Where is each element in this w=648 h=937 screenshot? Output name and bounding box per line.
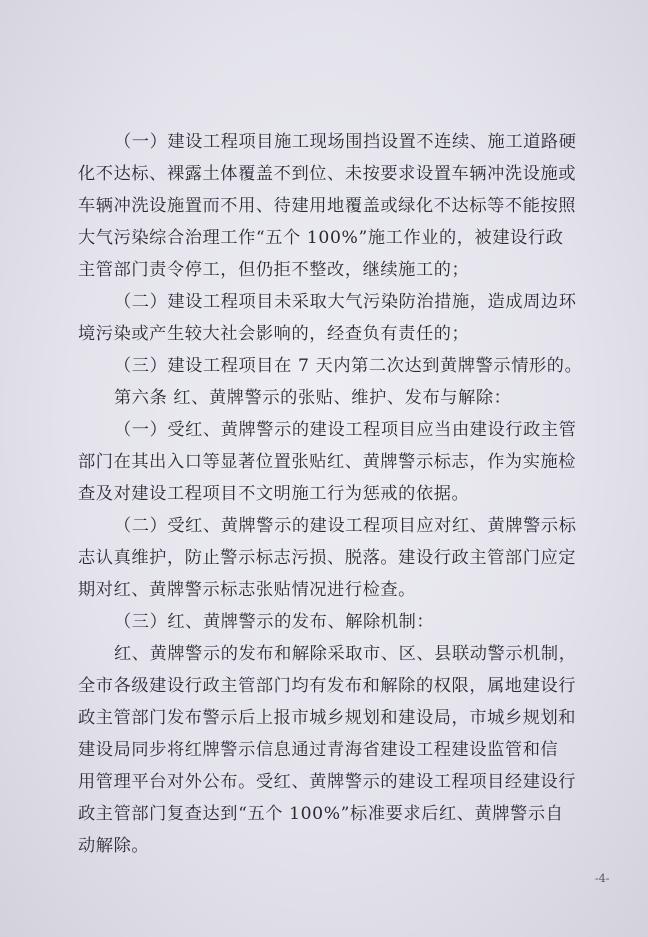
text-line: （三）建设工程项目在 7 天内第二次达到黄牌警示情形的。 xyxy=(114,356,583,376)
section-heading: 第六条 红、黄牌警示的张贴、维护、发布与解除： xyxy=(114,388,512,408)
text-line: （二）建设工程项目未采取大气污染防治措施，造成周边环 xyxy=(114,292,577,312)
text-line: 用管理平台对外公布。受红、黄牌警示的建设工程项目经建设行 xyxy=(78,772,577,792)
text-line: 志认真维护，防止警示标志污损、脱落。建设行政主管部门应定 xyxy=(78,548,577,568)
text-line: 主管部门责令停工，但仍拒不整改，继续施工的； xyxy=(78,260,470,280)
text-line: （一）建设工程项目施工现场围挡设置不连续、施工道路硬 xyxy=(114,132,577,152)
page-number: -4- xyxy=(595,872,610,885)
text-line: （一）受红、黄牌警示的建设工程项目应当由建设行政主管 xyxy=(114,420,577,440)
text-line: 政主管部门发布警示后上报市城乡规划和建设局，市城乡规划和 xyxy=(78,708,577,728)
text-line: （三）红、黄牌警示的发布、解除机制： xyxy=(114,612,435,632)
text-line: 期对红、黄牌警示标志张贴情况进行检查。 xyxy=(78,580,416,600)
text-line: 大气污染综合治理工作“五个 100%”施工作业的，被建设行政 xyxy=(78,228,564,248)
text-line: 红、黄牌警示的发布和解除采取市、区、县联动警示机制， xyxy=(114,644,577,664)
text-line: 车辆冲洗设施置而不用、待建用地覆盖或绿化不达标等不能按照 xyxy=(78,196,577,216)
text-line: （二）受红、黄牌警示的建设工程项目应对红、黄牌警示标 xyxy=(114,516,577,536)
text-line: 境污染或产生较大社会影响的，经查负有责任的； xyxy=(78,324,470,344)
document-body xyxy=(78,126,638,862)
text-line: 化不达标、裸露土体覆盖不到位、未按要求设置车辆冲洗设施或 xyxy=(78,164,577,184)
text-line: 全市各级建设行政主管部门均有发布和解除的权限，属地建设行 xyxy=(78,676,577,696)
text-line: 建设局同步将红牌警示信息通过青海省建设工程建设监管和信 xyxy=(78,740,559,760)
text-line: 部门在其出入口等显著位置张贴红、黄牌警示标志，作为实施检 xyxy=(78,452,577,472)
text-line: 政主管部门复查达到“五个 100%”标准要求后红、黄牌警示自 xyxy=(78,804,564,824)
text-line: 动解除。 xyxy=(78,836,150,856)
text-line: 查及对建设工程项目不文明施工行为惩戒的依据。 xyxy=(78,484,470,504)
